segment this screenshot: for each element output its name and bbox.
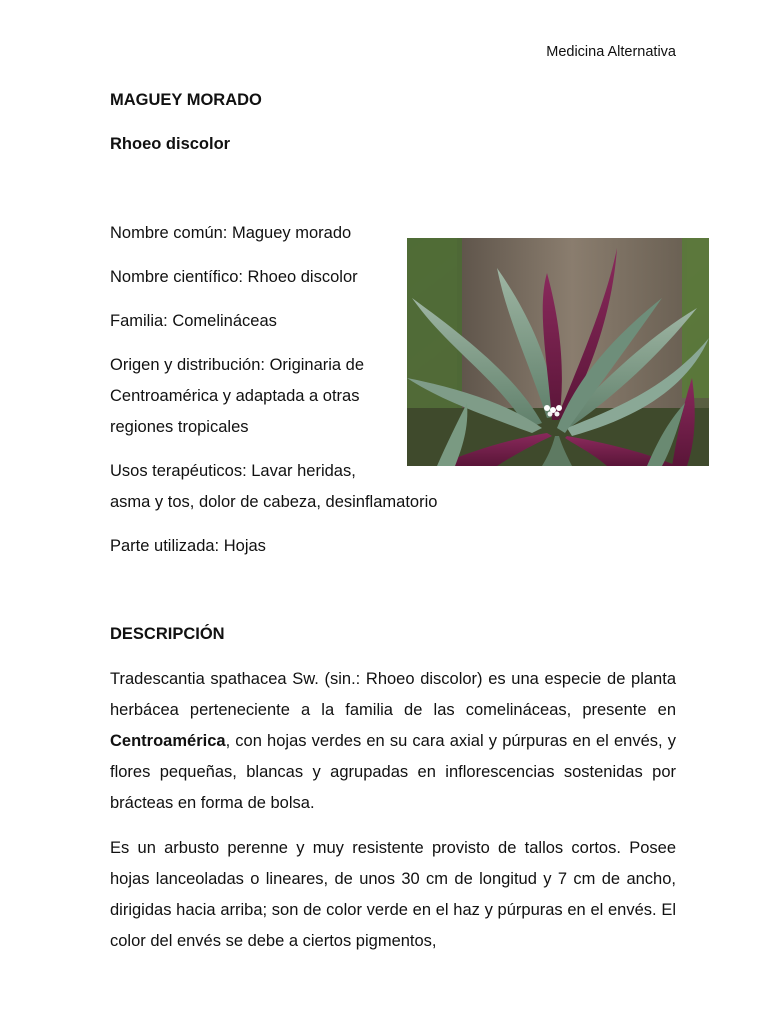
family-field: Familia: Comelináceas: [110, 312, 277, 330]
description-paragraph-2: Es un arbusto perenne y muy resistente provisto de tallos cortos. Posee hojas lanceoladas o lineares, de unos 30 cm de longitud y 7 cm de ancho, dirigidas hacia arriba; son de color verde en el haz y púrpuras en el envés. El color del envés se debe a ciertos pigmentos,: [110, 839, 676, 950]
origin-field: [110, 350, 400, 443]
uses-line-2: asma y tos, dolor de cabeza, desinflamatorio: [110, 493, 438, 511]
uses-line-1: Usos terapéuticos: Lavar heridas,: [110, 462, 356, 480]
part-used-field: Parte utilizada: Hojas: [110, 537, 266, 555]
p1-bold-term: Centroamérica: [110, 732, 226, 750]
origin-line-2: Centroamérica y adaptada a otras: [110, 387, 360, 405]
p1-text-before: Tradescantia spathacea Sw. (sin.: Rhoeo discolor) es una especie de planta herbácea perteneciente a la familia de las comelináceas, presente en: [110, 670, 676, 719]
origin-line-1: Origen y distribución: Originaria de: [110, 356, 365, 374]
common-name-field: Nombre común: Maguey morado: [110, 224, 352, 242]
description-paragraph-1: [110, 664, 676, 819]
p1-text-after: , con hojas verdes en su cara axial y púrpuras en el envés, y flores pequeñas, blancas y agrupadas en inflorescencias sostenidas por brácteas en forma de bolsa.: [110, 732, 676, 812]
scientific-name-field: Nombre científico: Rhoeo discolor: [110, 268, 358, 286]
plant-photo: [407, 238, 709, 466]
origin-line-3: regiones tropicales: [110, 418, 249, 436]
description-heading: DESCRIPCIÓN: [110, 625, 225, 643]
scientific-subtitle: Rhoeo discolor: [110, 135, 231, 153]
page-title: MAGUEY MORADO: [110, 91, 262, 109]
page-header: Medicina Alternativa: [546, 44, 676, 60]
